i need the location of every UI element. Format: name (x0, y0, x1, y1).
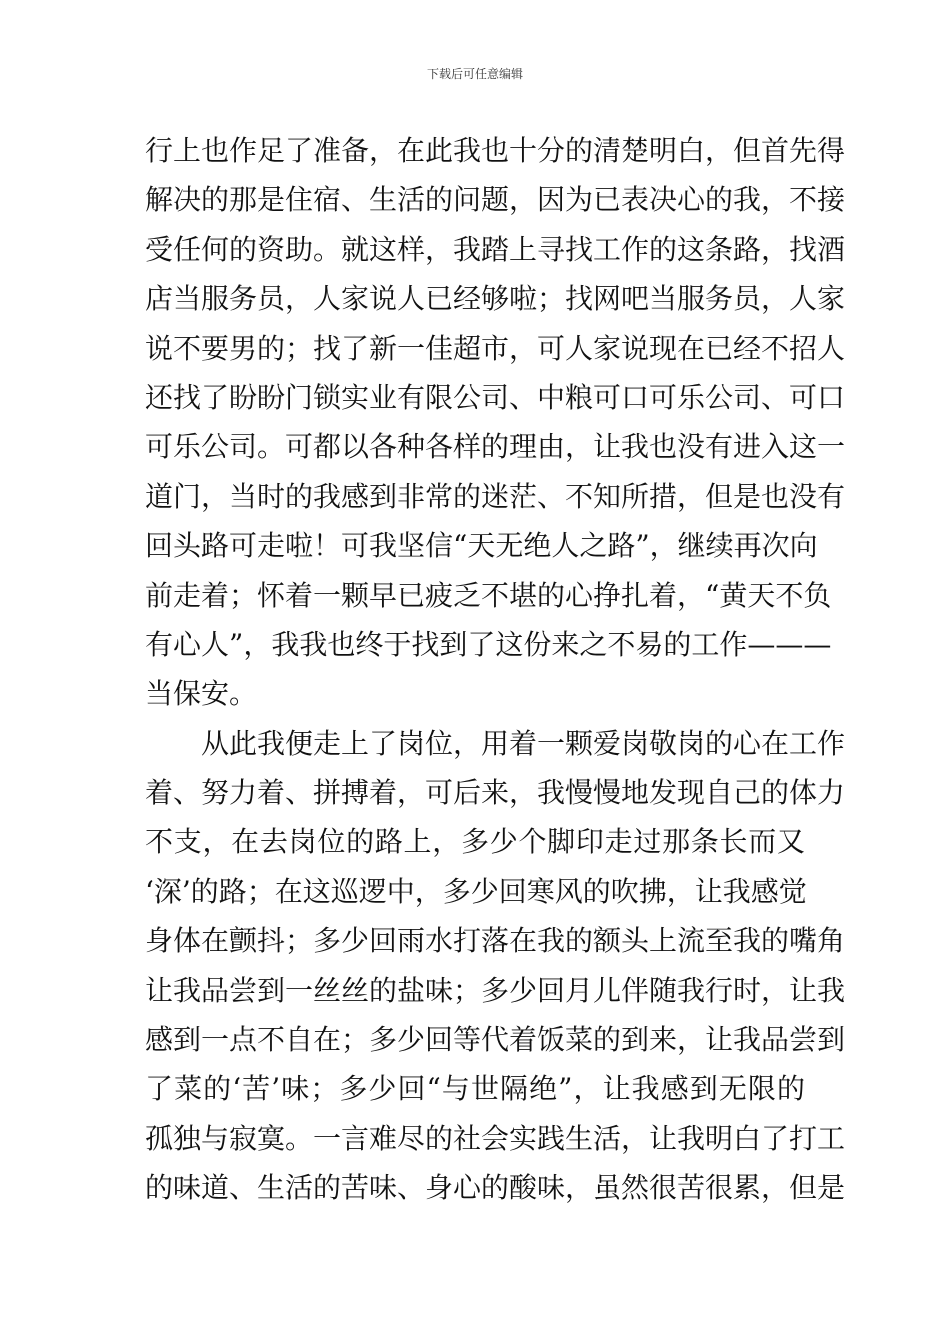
text-line: 可乐公司。可都以各种各样的理由，让我也没有进入这一 (145, 430, 846, 464)
text-line: 说不要男的；找了新一佳超市，可人家说现在已经不招人 (145, 331, 846, 365)
text-line: 前走着；怀着一颗早已疲乏不堪的心挣扎着，“黄天不负 (145, 578, 832, 612)
text-line: 当保安。 (145, 677, 258, 711)
text-line: 着、努力着、拼搏着，可后来，我慢慢地发现自己的体力 (145, 776, 846, 810)
text-line: 有心人”，我我也终于找到了这份来之不易的工作——— (145, 627, 832, 661)
text-line: 解决的那是住宿、生活的问题，因为已表决心的我，不接 (145, 183, 846, 217)
document-body (145, 126, 846, 1213)
text-line: 的味道、生活的苦味、身心的酸味，虽然很苦很累，但是 (145, 1171, 846, 1205)
text-line: 让我品尝到一丝丝的盐味；多少回月儿伴随我行时，让我 (145, 973, 846, 1007)
paragraph (145, 719, 846, 1213)
text-line: ‘深’的路；在这巡逻中，多少回寒风的吹拂，让我感觉 (145, 874, 807, 908)
text-line: 还找了盼盼门锁实业有限公司、中粮可口可乐公司、可口 (145, 380, 846, 414)
paragraph (145, 126, 846, 719)
text-line: 受任何的资助。就这样，我踏上寻找工作的这条路，找酒 (145, 232, 846, 266)
text-line: 行上也作足了准备，在此我也十分的清楚明白，但首先得 (145, 134, 846, 167)
text-line: 从此我便走上了岗位，用着一颗爱岗敬岗的心在工作 (201, 726, 846, 760)
text-line: 不支，在去岗位的路上，多少个脚印走过那条长而又 (145, 825, 805, 859)
page-header: 下载后可任意编辑 (426, 67, 523, 81)
text-line: 道门，当时的我感到非常的迷茫、不知所措，但是也没有 (145, 479, 846, 513)
text-line: 店当服务员，人家说人已经够啦；找网吧当服务员，人家 (145, 282, 846, 316)
text-line: 孤独与寂寞。一言难尽的社会实践生活，让我明白了打工 (145, 1121, 846, 1155)
text-line: 了菜的‘苦’味；多少回“与世隔绝”，让我感到无限的 (145, 1072, 805, 1106)
text-line: 感到一点不自在；多少回等代着饭菜的到来，让我品尝到 (145, 1023, 846, 1057)
text-line: 身体在颤抖；多少回雨水打落在我的额头上流至我的嘴角 (145, 924, 846, 958)
text-line: 回头路可走啦！可我坚信“天无绝人之路”，继续再次向 (145, 529, 818, 563)
